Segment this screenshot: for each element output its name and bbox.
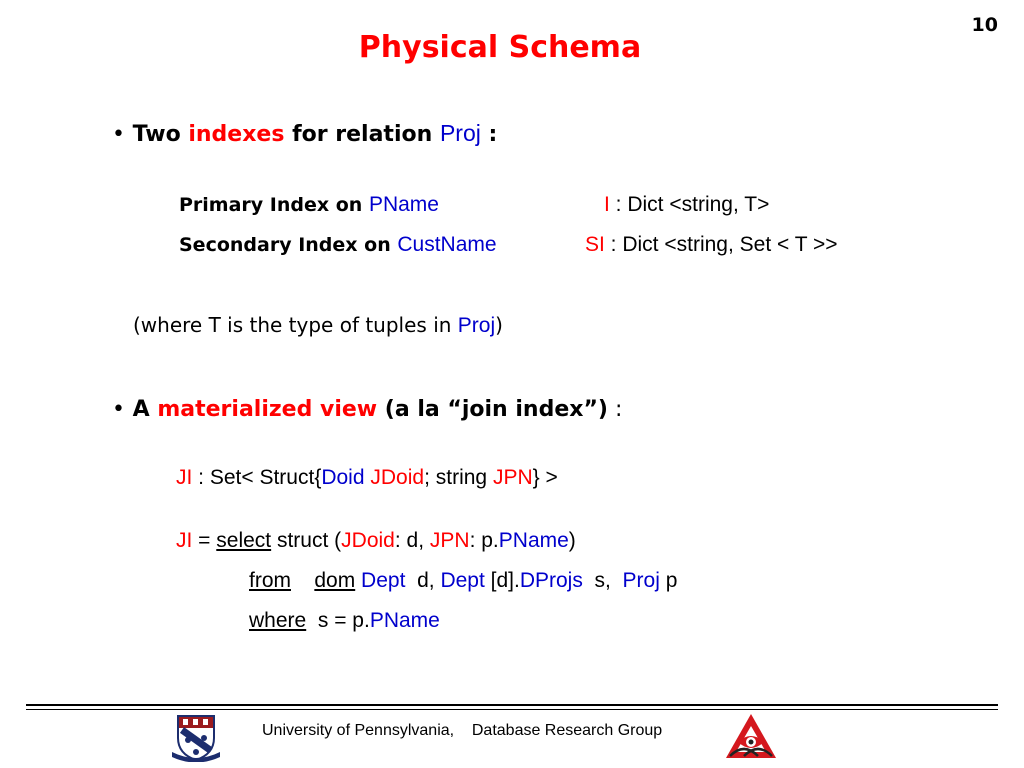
primary-index-line bbox=[179, 193, 439, 217]
primary-index-label: Primary Index on bbox=[179, 194, 369, 216]
bullet-text: : bbox=[480, 122, 498, 147]
secondary-index-field: CustName bbox=[397, 233, 497, 256]
ji-from-line bbox=[249, 569, 677, 593]
ji-declaration bbox=[176, 466, 558, 490]
primary-index-var: I bbox=[604, 193, 610, 216]
secondary-index-var: SI bbox=[585, 233, 605, 256]
code-text: s = p. bbox=[306, 609, 370, 632]
field-name: JPN bbox=[429, 529, 470, 552]
code-text: : Set< Struct{ bbox=[192, 466, 322, 489]
code-text: ; string bbox=[424, 466, 493, 489]
footer-rule-top bbox=[26, 704, 998, 706]
bullet-text: : bbox=[607, 397, 623, 422]
code-text: ) bbox=[568, 529, 576, 552]
secondary-index-type-text: : Dict <string, Set < T >> bbox=[604, 233, 838, 256]
secondary-index-label: Secondary Index on bbox=[179, 234, 398, 256]
relation-name: Proj bbox=[439, 120, 481, 146]
field-name: JPN bbox=[492, 466, 533, 489]
ji-select-line bbox=[176, 529, 576, 553]
slide-number: 10 bbox=[971, 14, 998, 36]
code-text: p bbox=[659, 569, 678, 592]
code-text: s, bbox=[582, 569, 623, 592]
code-text: } > bbox=[532, 466, 558, 489]
relation-name: Proj bbox=[622, 569, 660, 592]
bullet-marker: • bbox=[112, 397, 125, 422]
note-text: (where T is the type of tuples in bbox=[133, 313, 458, 337]
type-name: Doid bbox=[321, 466, 365, 489]
code-text: = bbox=[192, 529, 217, 552]
bullet-text: Two bbox=[132, 122, 189, 147]
select-keyword: select bbox=[216, 529, 272, 552]
dom-keyword: dom bbox=[314, 569, 356, 592]
attribute-name: DProjs bbox=[519, 569, 583, 592]
ji-where-line bbox=[249, 609, 440, 633]
secondary-index-type bbox=[585, 233, 838, 257]
code-text: [d]. bbox=[484, 569, 520, 592]
code-text: : p. bbox=[469, 529, 499, 552]
code-text: d, bbox=[405, 569, 441, 592]
secondary-index-line bbox=[179, 233, 497, 257]
attribute-name: PName bbox=[369, 609, 440, 632]
database-research-group-logo-icon bbox=[724, 712, 778, 762]
code-text bbox=[291, 569, 314, 592]
ji-name: JI bbox=[176, 466, 193, 489]
bullet-text: for relation bbox=[284, 122, 440, 147]
tuple-type-note bbox=[133, 313, 503, 338]
penn-shield-icon bbox=[170, 712, 222, 762]
primary-index-field: PName bbox=[368, 193, 439, 216]
field-name: JDoid bbox=[370, 466, 425, 489]
primary-index-type-text: : Dict <string, T> bbox=[609, 193, 770, 216]
note-text: ) bbox=[495, 313, 503, 337]
class-name: Dept bbox=[440, 569, 485, 592]
bullet-text: A bbox=[132, 397, 158, 422]
code-text: struct ( bbox=[271, 529, 342, 552]
bullet-materialized-view bbox=[112, 397, 622, 422]
bullet-keyword: indexes bbox=[188, 122, 285, 147]
primary-index-type bbox=[604, 193, 769, 217]
ji-name: JI bbox=[176, 529, 193, 552]
footer-rule-bottom bbox=[26, 709, 998, 710]
from-keyword: from bbox=[249, 569, 291, 592]
bullet-marker: • bbox=[112, 122, 125, 147]
code-text: : d, bbox=[394, 529, 430, 552]
bullet-keyword: materialized view bbox=[157, 397, 378, 422]
where-keyword: where bbox=[249, 609, 307, 632]
class-name: Dept bbox=[361, 569, 406, 592]
note-relation: Proj bbox=[457, 314, 496, 337]
slide-title: Physical Schema bbox=[358, 30, 642, 65]
bullet-text: (a la “join index”) bbox=[377, 397, 608, 422]
field-name: JDoid bbox=[341, 529, 395, 552]
footer-text: University of Pennsylvania, Database Research Group bbox=[262, 722, 663, 739]
bullet-two-indexes bbox=[112, 120, 497, 147]
attribute-name: PName bbox=[498, 529, 569, 552]
